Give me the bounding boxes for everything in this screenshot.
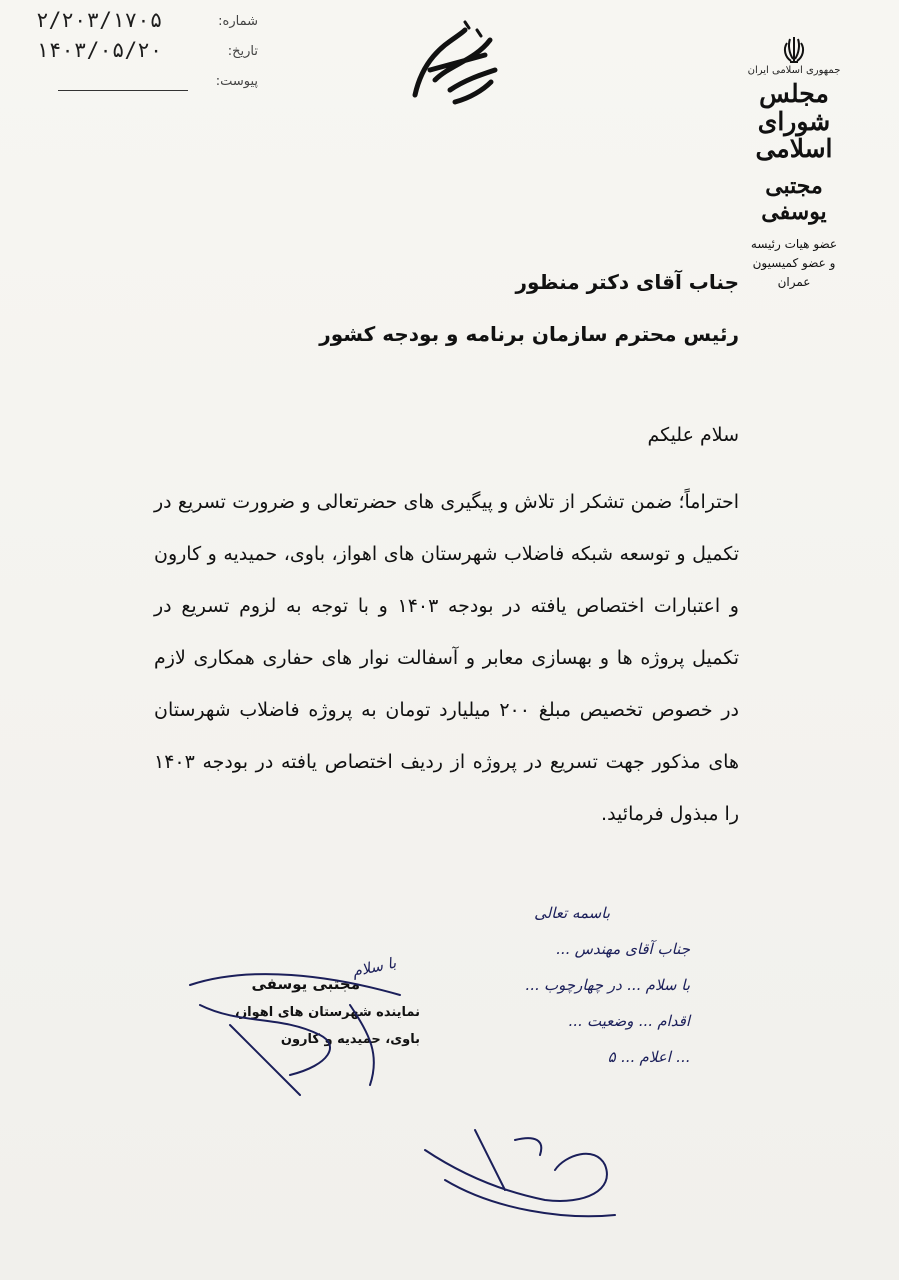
meta-attachment-line (58, 90, 188, 91)
handwritten-line-4: اقدام ... وضعیت ... (567, 1012, 690, 1030)
signature-name: مجتبی یوسفی (251, 975, 360, 993)
handwritten-line-2: جناب آقای مهندس ... (555, 940, 690, 958)
letter-body: احتراماً؛ ضمن تشکر از تلاش و پیگیری های حضرتعالی و ضرورت تسریع در تکمیل و توسعه شبکه فاضلاب شهرستان های اهواز، باوی، حمیدیه و کارون و اعتبارات اختصاص یافته در بودجه ۱۴۰۳ و با توجه به لزوم تسریع در تکمیل پروژه ها و بهسازی معابر و آسفالت نوار های حفاری همکاری لازم در خصوص تخصیص مبلغ ۲۰۰ میلیارد تومان به پروژه فاضلاب شهرستان های مذکور جهت تسریع در پروژه از ردیف اختصاص یافته در بودجه ۱۴۰۳ را مبذول فرمائید. (154, 491, 739, 825)
signature-title-line-1: نماینده شهرستان های اهواز، (234, 1005, 420, 1020)
meta-date-row (28, 38, 258, 68)
letter-meta (28, 8, 258, 98)
signature-title-line-2: باوی، حمیدیه و کارون (280, 1032, 420, 1047)
iran-emblem-icon (781, 35, 807, 65)
greeting: سلام علیکم (647, 424, 739, 446)
parliament-emblem-block (739, 35, 849, 292)
handwritten-line-3: با سلام ... در چهارچوب ... (524, 976, 690, 994)
basmala-calligraphy (395, 10, 515, 110)
addressee-title: رئیس محترم سازمان برنامه و بودجه کشور (319, 322, 739, 346)
initials-scribble (415, 1120, 635, 1230)
handwritten-note (430, 895, 690, 1075)
meta-number-value: ۲/۲۰۳/۱۷۰۵ (36, 8, 163, 32)
meta-date-label: تاریخ: (227, 44, 258, 59)
sender-role-2: و عضو کمیسیون عمران (752, 255, 836, 289)
meta-date-value: ۱۴۰۳/۰۵/۲۰ (36, 38, 163, 62)
addressee-name: جناب آقای دکتر منظور (515, 270, 739, 294)
meta-attachment-label: پیوست: (215, 74, 258, 89)
meta-attachment-row (28, 68, 258, 98)
emblem-country-label: جمهوری اسلامی ایران (747, 65, 841, 76)
meta-number-row (28, 8, 258, 38)
sender-name: مجتبی یوسفی (761, 172, 827, 225)
signature-greeting-handwritten: با سلام (350, 953, 398, 981)
sender-role-1: عضو هیات رئیسه (750, 236, 838, 251)
handwritten-line-5: ... اعلام ... ۵ (607, 1048, 690, 1066)
organization-name: مجلس شورای اسلامی (755, 79, 833, 163)
signature-scribble (170, 965, 430, 1105)
meta-number-label: شماره: (218, 14, 258, 29)
handwritten-line-1: باسمه تعالی (534, 904, 610, 922)
